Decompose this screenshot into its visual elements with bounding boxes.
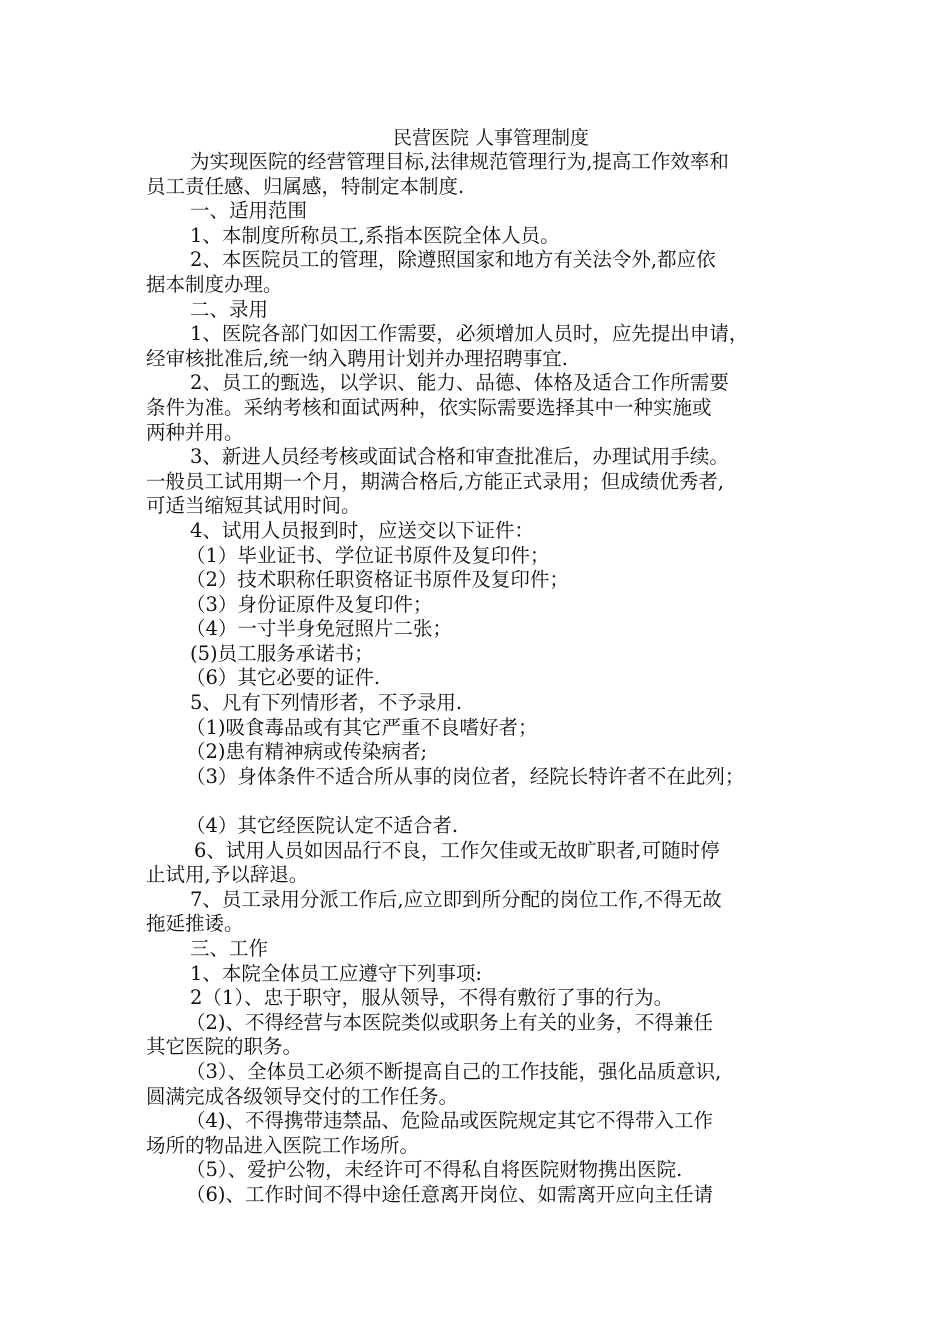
paragraph-line: 场所的物品进入医院工作场所。 (146, 1133, 420, 1157)
blank-line (146, 789, 836, 814)
paragraph-line: 2、员工的甄选，以学识、能力、品德、体格及适合工作所需要 (190, 371, 729, 395)
paragraph-line: 据本制度办理。 (146, 272, 283, 296)
list-item: （1）毕业证书、学位证书原件及复印件； (186, 543, 550, 567)
paragraph-line: 1、本制度所称员工,系指本医院全体人员。 (190, 223, 560, 247)
list-item: （3）身份证原件及复印件； (186, 592, 433, 616)
paragraph-line: 一般员工试用期一个月，期满合格后,方能正式录用；但成绩优秀者, (146, 469, 724, 493)
list-item: （6)、工作时间不得中途任意离开岗位、如需离开应向主任请 (186, 1182, 714, 1206)
list-item: （6）其它必要的证件. (186, 666, 381, 690)
list-item: （4）其它经医院认定不适合者. (186, 814, 459, 838)
list-item: 2（1）、忠于职守，服从领导，不得有敷衍了事的行为。 (190, 986, 674, 1010)
section-heading: 一、适用范围 (190, 199, 308, 223)
paragraph-line: 止试用,予以辞退。 (146, 863, 309, 887)
paragraph-line: 4、试用人员报到时，应送交以下证件： (190, 518, 534, 542)
list-item: （4)、不得携带违禁品、危险品或医院规定其它不得带入工作 (186, 1109, 714, 1133)
paragraph-line: 5、凡有下列情形者，不予录用. (190, 691, 463, 715)
list-item: （3）、全体员工必须不断提高自己的工作技能，强化品质意识, (186, 1059, 722, 1083)
paragraph-line: 员工责任感、归属感，特制定本制度. (146, 174, 465, 198)
document-title: 民营医院 人事管理制度 (392, 127, 590, 149)
paragraph-line: 1、医院各部门如因工作需要，必须增加人员时，应先提出申请， (190, 322, 749, 346)
paragraph-line: 1、本院全体员工应遵守下列事项: (190, 961, 482, 985)
paragraph-line: 可适当缩短其试用时间。 (146, 494, 361, 518)
paragraph-line: 6、试用人员如因品行不良，工作欠佳或无故旷职者,可随时停 (194, 838, 720, 862)
paragraph-line: 两种并用。 (146, 420, 244, 444)
list-item: （3）身体条件不适合所从事的岗位者，经院长特许者不在此列； (186, 764, 745, 788)
list-item: (5)员工服务承诺书； (190, 641, 374, 665)
paragraph-line: 拖延推诿。 (146, 912, 244, 936)
list-item: （5）、爱护公物，未经许可不得私自将医院财物携出医院. (186, 1158, 683, 1182)
section-heading: 三、工作 (190, 937, 269, 960)
paragraph-line: 条件为准。采纳考核和面试两种，依实际需要选择其中一种实施或 (146, 395, 712, 419)
paragraph-line: 3、新进人员经考核或面试合格和审查批准后，办理试用手续。 (190, 445, 729, 469)
paragraph-line: 圆满完成各级领导交付的工作任务。 (146, 1084, 459, 1108)
list-item: （4）一寸半身免冠照片二张； (186, 617, 452, 641)
paragraph-line: 7、员工录用分派工作后,应立即到所分配的岗位工作,不得无故 (190, 887, 722, 911)
list-item: （1)吸食毒品或有其它严重不良嗜好者； (186, 715, 538, 739)
paragraph-line: 经审核批准后,统一纳入聘用计划并办理招聘事宜. (146, 346, 568, 370)
list-item: （2)患有精神病或传染病者; (186, 740, 428, 764)
section-heading: 二、录用 (190, 297, 269, 321)
paragraph-line: 其它医院的职务。 (146, 1035, 303, 1059)
list-item: （2)、不得经营与本医院类似或职务上有关的业务，不得兼任 (186, 1010, 714, 1034)
list-item: （2）技术职称任职资格证书原件及复印件； (186, 568, 569, 592)
document-page (146, 126, 836, 1208)
paragraph-line: 为实现医院的经营管理目标,法律规范管理行为,提高工作效率和 (190, 150, 729, 173)
paragraph-line: 2、本医院员工的管理，除遵照国家和地方有关法令外,都应依 (190, 248, 716, 272)
